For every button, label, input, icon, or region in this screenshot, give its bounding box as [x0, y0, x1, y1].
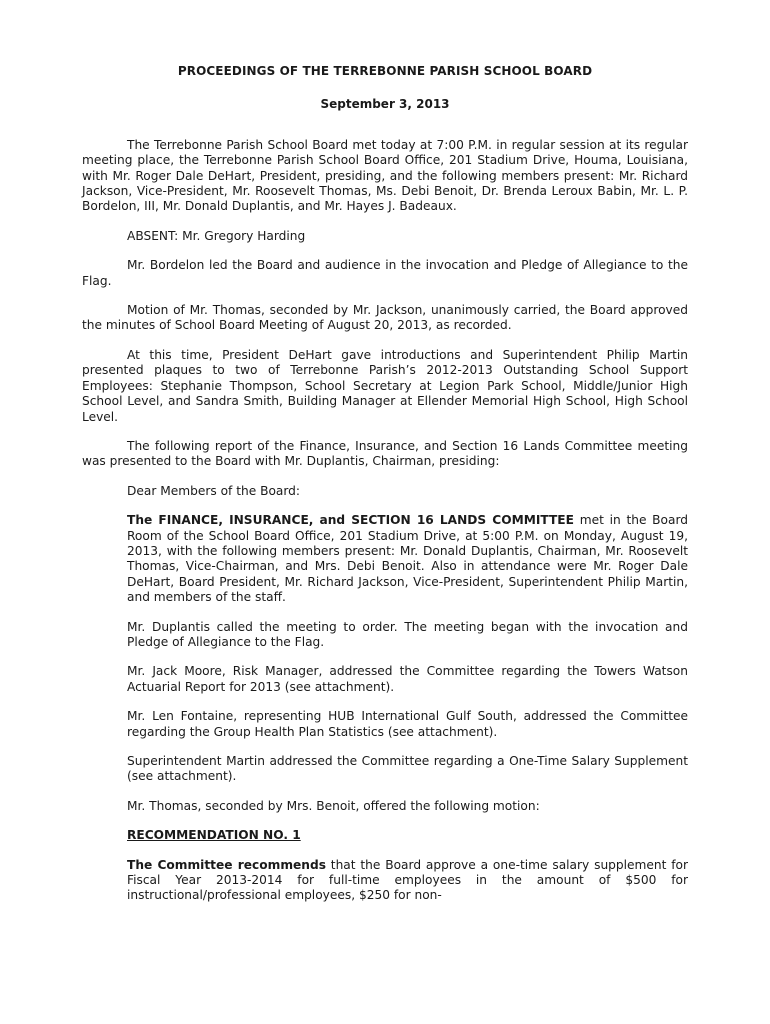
opening-paragraph: The Terrebonne Parish School Board met today at 7:00 P.M. in regular session at its regular meeting place, the Terrebonne Parish School Board Office, 201 Stadium Drive, Houma, Louisiana, with Mr. Roger Dale DeHart, President, presiding, and the following members present: Mr. Richard Jackson, Vice-President, Mr. Roosevelt Thomas, Ms. Debi Benoit, Dr. Brenda Leroux Babin, Mr. L. P. Bordelon, III, Mr. Donald Duplantis, and Mr. Hayes J. Badeaux.	[82, 137, 688, 214]
recommendation-heading	[82, 828, 688, 843]
recommends-text: that the Board approve a one-time salary supplement for Fiscal Year 2013-2014 for full-time employees in the amount of $500 for instructional/professional employees, $250 for non-	[127, 857, 688, 903]
minutes-paragraph: Motion of Mr. Thomas, seconded by Mr. Jackson, unanimously carried, the Board approved the minutes of School Board Meeting of August 20, 2013, as recorded.	[82, 303, 688, 333]
document-title: PROCEEDINGS OF THE TERREBONNE PARISH SCHOOL BOARD	[177, 64, 593, 78]
committee-paragraph	[82, 513, 688, 605]
motion-paragraph: Mr. Thomas, seconded by Mrs. Benoit, offered the following motion:	[127, 798, 540, 813]
recommendation-heading-text: RECOMMENDATION NO. 1	[127, 828, 301, 843]
invocation-paragraph: Mr. Bordelon led the Board and audience in the invocation and Pledge of Allegiance to the Flag.	[82, 258, 688, 288]
recommends-lead: The Committee recommends	[127, 857, 326, 872]
called-to-order-paragraph: Mr. Duplantis called the meeting to order. The meeting began with the invocation and Pledge of Allegiance to the Flag.	[127, 619, 688, 649]
absent-line: ABSENT: Mr. Gregory Harding	[127, 228, 306, 243]
introductions-paragraph: At this time, President DeHart gave introductions and Superintendent Philip Martin presented plaques to two of Terrebonne Parish’s 2012-2013 Outstanding School Support Employees: Stephanie Thompson, School Secretary at Legion Park School, Middle/Junior High School Level, and Sandra Smith, Building Manager at Ellender Memorial High School, High School Level.	[82, 347, 688, 424]
martin-paragraph: Superintendent Martin addressed the Committee regarding a One-Time Salary Supplement (see attachment).	[127, 754, 688, 784]
fontaine-paragraph: Mr. Len Fontaine, representing HUB International Gulf South, addressed the Committee regarding the Group Health Plan Statistics (see attachment).	[127, 709, 688, 739]
committee-name: The FINANCE, INSURANCE, and SECTION 16 LANDS COMMITTEE	[127, 513, 574, 528]
salutation: Dear Members of the Board:	[127, 483, 301, 498]
document-body	[82, 64, 688, 904]
recommendation-paragraph	[82, 858, 688, 904]
moore-paragraph: Mr. Jack Moore, Risk Manager, addressed the Committee regarding the Towers Watson Actuarial Report for 2013 (see attachment).	[127, 664, 688, 694]
committee-text: met in the Board Room of the School Board Office, 201 Stadium Drive, at 5:00 P.M. on Monday, August 19, 2013, with the following members present: Mr. Donald Duplantis, Chairman, Mr. Roosevelt Thomas, Vice-Chairman, and Mrs. Debi Benoit. Also in attendance were Mr. Roger Dale DeHart, Board President, Mr. Richard Jackson, Vice-President, Superintendent Philip Martin, and members of the staff.	[127, 513, 689, 605]
meeting-date: September 3, 2013	[320, 97, 450, 112]
report-paragraph: The following report of the Finance, Insurance, and Section 16 Lands Committee meeting was presented to the Board with Mr. Duplantis, Chairman, presiding:	[82, 438, 688, 469]
